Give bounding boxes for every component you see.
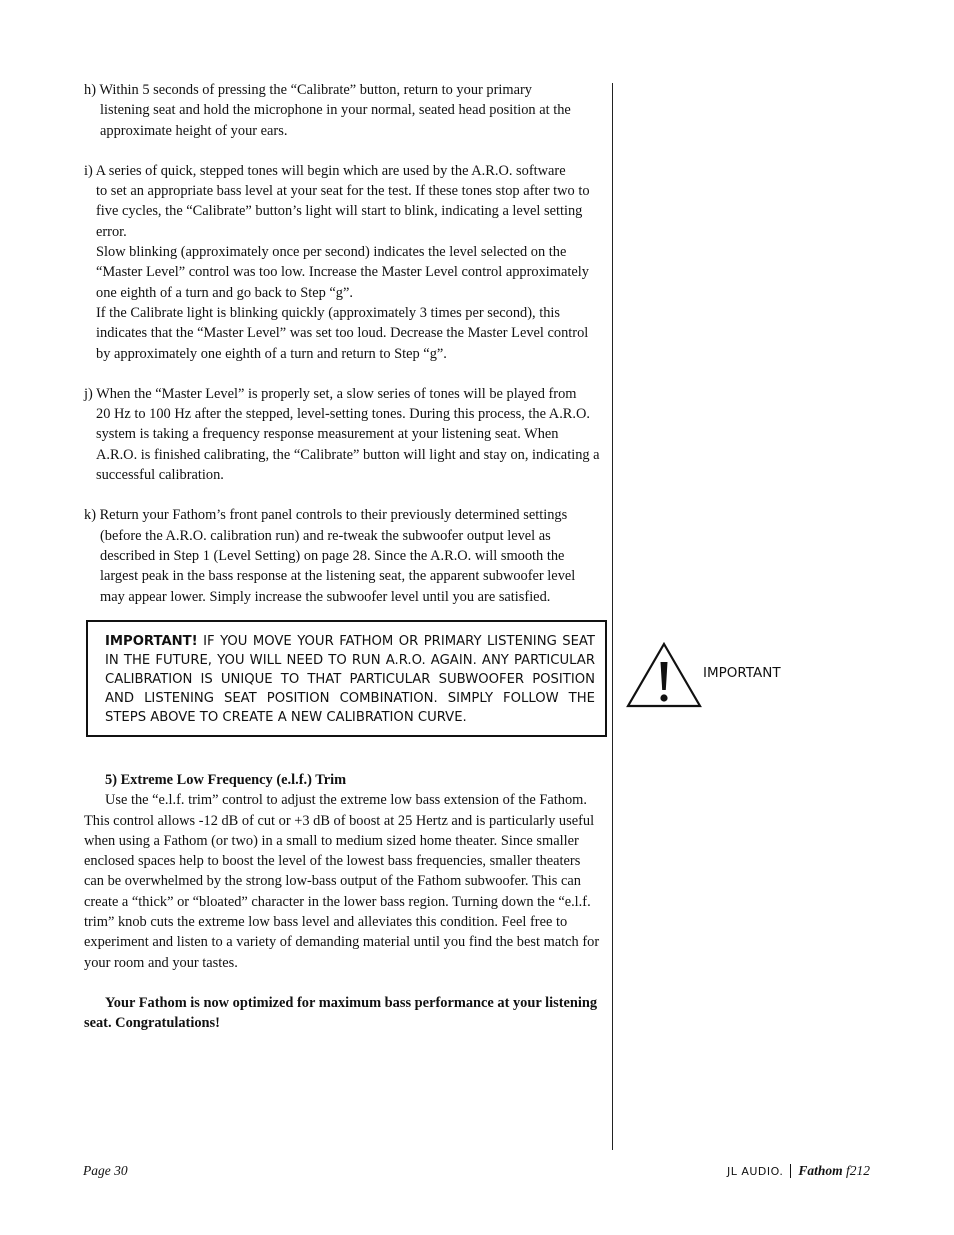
product-model (798, 1163, 870, 1179)
notice-text: IF YOU MOVE YOUR FATHOM OR PRIMARY LISTENING SEAT IN THE FUTURE, YOU WILL NEED TO RUN A.R.O. AGAIN. ANY PARTICULAR CALIBRATION IS UNIQUE TO THAT PARTICULAR SUBWOOFER POSITION AND LISTENING SEAT POSITION COMBINATION. SIMPLY FOLLOW THE STEPS ABOVE TO CREATE A NEW CALIBRATION CURVE. (105, 634, 595, 725)
step-j-body: 20 Hz to 100 Hz after the stepped, level-setting tones. During this process, the A.R.O. system is taking a frequency response measurement at your listening seat. When A.R.O. is finished calibrating, the “Calibrate” button will light and stay on, indicating a successful calibration. (96, 406, 600, 484)
step-i (84, 161, 600, 364)
spacer (84, 973, 600, 993)
model-number: f212 (842, 1163, 870, 1178)
step-h-body: listening seat and hold the microphone in your normal, seated head position at the approximate height of your ears. (100, 102, 571, 139)
closing-statement: Your Fathom is now optimized for maximum bass performance at your listening seat. Congratulations! (84, 994, 598, 1032)
section-body: Use the “e.l.f. trim” control to adjust the extreme low bass extension of the Fathom. This control allows -12 dB of cut or +3 dB of boost at 25 Hertz and is particularly useful when using a Fathom (or two) in a small to medium sized home theater. Since smaller enclosed spaces help to boost the level of the lowest bass frequencies, smaller theaters can be overwhelmed by the strong low-bass output of the Fathom subwoofer. This can create a “thick” or “bloated” character in the lower bass region. Turning down the “e.l.f. trim” knob cuts the extreme low bass level and alleviates this condition. Feel free to experiment and listen to a variety of demanding material until you find the best match for your room and your tastes. (84, 792, 600, 971)
elf-trim-section (84, 770, 600, 1034)
step-k (84, 505, 600, 606)
step-h (84, 80, 600, 141)
step-i-slow: Slow blinking (approximately once per second) indicates the level selected on the “Master Level” control was too low. Increase the Master Level control approximately one eighth of a turn and go back to Step “g”. (96, 244, 589, 301)
footer-brand (727, 1163, 870, 1179)
important-notice-box (86, 620, 607, 737)
step-h-line1: h) Within 5 seconds of pressing the “Calibrate” button, return to your primary (84, 82, 532, 98)
section-heading: 5) Extreme Low Frequency (e.l.f.) Trim (105, 772, 347, 788)
brand-logo: JL AUDIO. (726, 1164, 784, 1178)
main-column (84, 80, 600, 627)
step-k-line1: k) Return your Fathom’s front panel controls to their previously determined settings (84, 507, 568, 524)
model-name: Fathom (798, 1163, 843, 1178)
page-number: Page 30 (83, 1163, 128, 1178)
column-divider (612, 83, 613, 1150)
step-i-line1: i) A series of quick, stepped tones will begin which are used by the A.R.O. software (84, 162, 566, 179)
notice-strong: IMPORTANT! (105, 634, 198, 649)
step-j (84, 384, 600, 485)
important-sidebar-label: IMPORTANT (703, 665, 781, 681)
step-i-fast: If the Calibrate light is blinking quickly (approximately 3 times per second), this indicates that the “Master Level” was set too loud. Decrease the Master Level control by approximately one eighth of a turn and return to Step “g”. (96, 304, 589, 362)
step-j-line1: j) When the “Master Level” is properly set, a slow series of tones will be played from (84, 385, 577, 402)
step-i-body: to set an appropriate bass level at your seat for the test. If these tones stop after two to five cycles, the “Calibrate” button’s light will start to blink, indicating a level setting error. (96, 183, 590, 240)
warning-triangle-icon (626, 642, 702, 708)
step-k-body: (before the A.R.O. calibration run) and re-tweak the subwoofer output level as described in Step 1 (Level Setting) on page 28. Since the A.R.O. will smooth the largest peak in the bass response at the listening seat, the apparent subwoofer level may appear lower. Simply increase the subwoofer level until you are satisfied. (100, 527, 576, 605)
footer-divider (790, 1164, 791, 1178)
